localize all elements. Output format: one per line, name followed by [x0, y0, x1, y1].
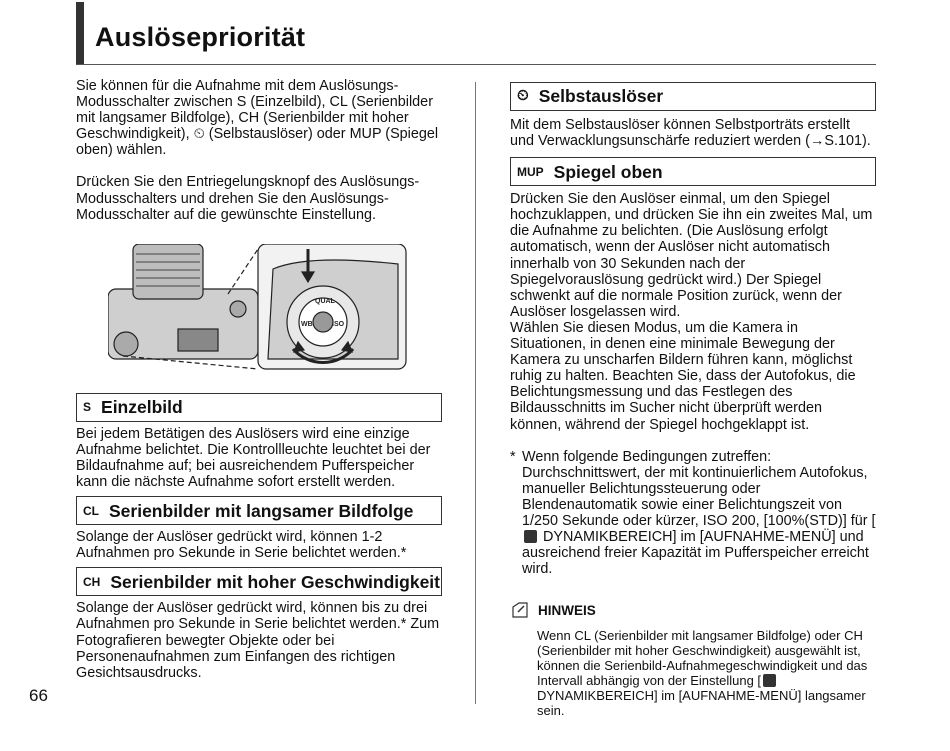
section-heading-ch: [76, 567, 442, 596]
section-heading-mup: [510, 157, 876, 186]
page-number: 66: [29, 686, 48, 705]
section-title-mup: Spiegel oben: [553, 161, 663, 182]
note-pencil-icon: [510, 601, 530, 621]
hinweis-box: [510, 601, 876, 718]
single-paragraph: Bei jedem Betätigen des Auslösers wird eine einzige Aufnahme belichtet. Die Kontrollleuchte leuchtet bei der Bildaufnahme auf; bei ausreichendem Pufferspeicher kann die nächste Aufnahme sofort erstellt werden.: [76, 425, 431, 491]
dial-label-iso: ISO: [332, 320, 345, 328]
section-heading-self-timer: [510, 82, 876, 111]
dial-label-wb: WB: [301, 320, 313, 328]
self-timer-icon: ⏲: [517, 87, 529, 105]
page-title: Auslösepriorität: [95, 22, 306, 52]
section-heading-single: [76, 393, 442, 422]
single-frame-icon: S: [83, 400, 92, 415]
title-bar: [76, 2, 876, 65]
section-title-self-timer: Selbstauslöser: [538, 86, 664, 107]
section-title-cl: Serienbilder mit langsamer Bildfolge: [109, 500, 414, 521]
asterisk-icon: *: [510, 448, 516, 465]
footnote-text-b: DYNAMIKBEREICH] im [AUFNAHME-MENÜ] und ausreichend freier Kapazität im Pufferspeicher erreicht wird.: [522, 529, 869, 578]
column-divider: [475, 82, 476, 704]
hinweis-text: [510, 628, 876, 718]
hinweis-heading: [510, 601, 876, 621]
left-column: [76, 78, 442, 681]
self-timer-paragraph: Mit dem Selbstauslöser können Selbstporträts erstellt und Verwacklungsunschärfe reduziert werden (→S.101).: [510, 117, 871, 150]
intro-paragraph: Sie können für die Aufnahme mit dem Auslösungs-Modusschalter zwischen S (Einzelbild), CL (Serienbilder mit langsamer Bildfolge), CH (Serienbilder mit hoher Geschwindigkeit), ⏲ (Selbstauslöser) oder MUP (Spiegel oben) wählen.: [76, 78, 439, 159]
hinweis-text-a: Wenn CL (Serienbilder mit langsamer Bildfolge) oder CH (Serienbilder mit hoher Geschwindigkeit) ausgewählt ist, können die Serienbild-Aufnahmegeschwindigkeit und das Intervall abhängig von der Einstellung [: [537, 628, 868, 689]
footnote-text-a: Wenn folgende Bedingungen zutreffen: Durchschnittswert, der mit kontinuierlichem Autofokus, manueller Belichtungssteuerung oder Blendenautomatik sowie einer Belichtungszeit von 1/250 Sekunde oder kürzer, ISO 200, [100%(STD)] für [: [522, 448, 876, 529]
hinweis-title: HINWEIS: [538, 603, 596, 619]
ch-paragraph: Solange der Auslöser gedrückt wird, können bis zu drei Aufnahmen pro Sekunde in Serie belichtet werden.* Zum Fotografieren bewegter Objekte oder bei Personenaufnahmen zum Einfangen des richtigen Gesichtsausdrucks.: [76, 600, 440, 681]
camera-illustration: [108, 244, 408, 374]
dynamic-range-icon-2: [763, 674, 776, 687]
right-column: [510, 78, 876, 718]
mup-paragraph-2: Wählen Sie diesen Modus, um die Kamera in Situationen, in denen eine minimale Bewegung der Kamera zu unscharfen Bildern führen kann, möglichst ruhig zu halten. Beachten Sie, dass der Autofokus, die Belichtungsmessung und das Festlegen des Bildausschnitts im Sucher nicht überprüft werden können, während der Spiegel hochgeklappt ist.: [510, 319, 856, 433]
dynamic-range-icon: [524, 530, 537, 543]
continuous-low-icon: CL: [83, 503, 99, 518]
section-heading-cl: [76, 496, 442, 525]
intro-paragraph-2: Drücken Sie den Entriegelungsknopf des Auslösungs-Modusschalters und drehen Sie den Auslösungs-Modusschalter auf die gewünschte Einstellung.: [76, 174, 420, 223]
cl-paragraph: Solange der Auslöser gedrückt wird, können 1-2 Aufnahmen pro Sekunde in Serie belichtet werden.*: [76, 529, 407, 562]
continuous-high-icon: CH: [83, 574, 101, 589]
footnote: [510, 449, 876, 578]
hinweis-text-b: DYNAMIKBEREICH] im [AUFNAHME-MENÜ] langsamer sein.: [537, 688, 866, 719]
dial-label-qual: QUAL: [315, 297, 335, 305]
section-title-ch: Serienbilder mit hoher Geschwindigkeit: [110, 571, 440, 592]
footnote-text: [522, 449, 876, 578]
mup-paragraph: Drücken Sie den Auslöser einmal, um den Spiegel hochzuklappen, und drücken Sie ihn ein zweites Mal, um die Aufnahme zu belichten. (Die Auslösung erfolgt automatisch, wenn der Auslöser nicht automatisch innerhalb von 30 Sekunden nach der Spiegelvorauslösung gedrückt wird.) Der Spiegel schwenkt auf die normale Position zurück, wenn der Auslöser losgelassen wird.: [510, 191, 873, 320]
section-title-single: Einzelbild: [101, 397, 183, 418]
title-rule: [76, 2, 84, 64]
mirror-up-icon: MUP: [517, 164, 544, 179]
